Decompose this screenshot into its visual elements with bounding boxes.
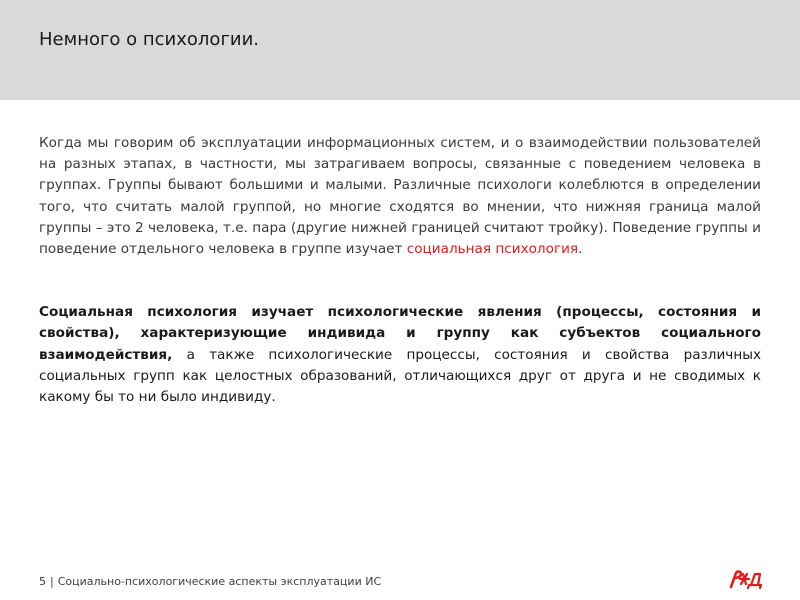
paragraph-end: .	[578, 241, 583, 258]
rzd-logo-icon	[728, 568, 764, 590]
slide-title: Немного о психологии.	[39, 29, 260, 50]
paragraph-definition	[39, 302, 761, 408]
definition-bold: Социальная психология изучает психологические явления (процессы, состояния и свойства), характеризующие индивида и группу как субъектов социального взаимодействия,	[39, 304, 761, 363]
footer	[39, 575, 381, 588]
paragraph-text: Когда мы говорим об эксплуатации информационных систем, и о взаимодействии пользователей на разных этапах, в частности, мы затрагиваем вопросы, связанные с поведением человека в группах. Группы бывают большими и малыми. Различные психологи колеблются в определении того, что считать малой группой, но многие сходятся во мнении, что нижняя граница малой группы – это 2 человека, т.е. пара (другие нижней границей считают тройку). Поведение группы и поведение отдельного человека в группе изучает	[39, 135, 761, 258]
footer-text: Социально-психологические аспекты эксплуатации ИС	[57, 575, 382, 588]
definition-text: а также психологические процессы, состояния и свойства различных социальных групп как целостных образований, отличающихся друг от друга и не сводимых к какому бы то ни было индивиду.	[39, 346, 761, 406]
highlighted-term: социальная психология	[406, 241, 579, 258]
paragraph-group-behavior	[39, 133, 761, 260]
header-band	[0, 0, 800, 100]
footer-separator: |	[50, 575, 54, 588]
slide-body	[39, 133, 761, 408]
page-number: 5	[39, 575, 46, 588]
